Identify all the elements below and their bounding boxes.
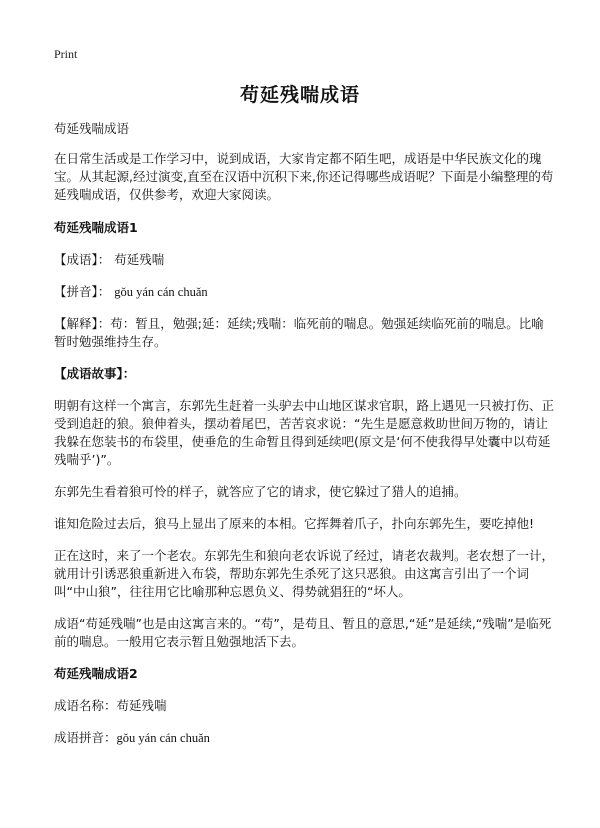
idiom-name-label: 成语名称： [54,698,117,713]
idiom-pinyin-label: 成语拼音： [54,730,117,745]
idiom-name-row [54,697,554,715]
story-paragraph-5: 成语“苟延残喘”也是由这寓言来的。“苟”，是苟且、暂且的意思,“延”是延续,“残喘”是临死前的喘息。一般用它表示暂且勉强地活下去。 [54,616,552,649]
pinyin-value: gǒu yán cán chuǎn [114,285,208,299]
idiom-name-value: 苟延残喘 [116,698,167,713]
article-subtitle: 苟延残喘成语 [54,121,130,136]
print-link[interactable]: Print [54,47,78,61]
idiom-row [54,251,554,269]
story-paragraph-2: 东郭先生看着狼可怜的样子，就答应了它的请求，使它躲过了猎人的追捕。 [54,484,467,499]
idiom-label: 【成语】： [54,252,111,267]
idiom-pinyin-value: gǒu yán cán chuǎn [116,731,210,745]
story-paragraph-4: 正在这时，来了一个老农。东郭先生和狼向老农诉说了经过，请老农裁判。老农想了一计，就用计引诱恶狼重新进入布袋，帮助东郭先生杀死了这只恶狼。由这寓言引出了一个词叫“中山狼”，往往用它比喻那种忘恩负义、得势就猖狂的“坏人。 [54,548,555,599]
page-title: 苟延残喘成语 [239,84,360,106]
explanation-label: 【解释】： [54,316,111,331]
story-paragraph-1: 明朝有这样一个寓言，东郭先生赶着一头驴去中山地区谋求官职，路上遇见一只被打伤、正受到追赶的狼。狼伸着头，摆动着尾巴，苦苦哀求说：“先生是愿意救助世间万物的，请让我躲在您装书的布袋里，使垂危的生命暂且得到延续吧(原文是‘何不使我得早处囊中以苟延残喘乎’)”。 [54,398,555,467]
idiom-value: 苟延残喘 [114,252,165,267]
intro-paragraph: 在日常生活或是工作学习中，说到成语，大家肯定都不陌生吧，成语是中华民族文化的瑰宝。从其起源,经过演变,直至在汉语中沉积下来,你还记得哪些成语呢？下面是小编整理的苟延残喘成语，仅供参考，欢迎大家阅读。 [54,151,554,202]
pinyin-label: 【拼音】： [54,284,111,299]
pinyin-row [54,283,554,301]
section1-heading: 苟延残喘成语1 [54,220,138,235]
explanation-row [54,315,554,351]
article-body [54,120,554,761]
story-paragraph-3: 谁知危险过去后，狼马上显出了原来的本相。它挥舞着爪子，扑向东郭先生，要吃掉他! [54,516,535,531]
idiom-pinyin-row [54,729,554,747]
story-heading: 【成语故事】： [54,366,136,381]
explanation-value: 苟：暂且，勉强;延：延续;残喘：临死前的喘息。勉强延续临死前的喘息。比喻暂时勉强维持生存。 [54,316,544,349]
section2-heading: 苟延残喘成语2 [54,666,138,681]
